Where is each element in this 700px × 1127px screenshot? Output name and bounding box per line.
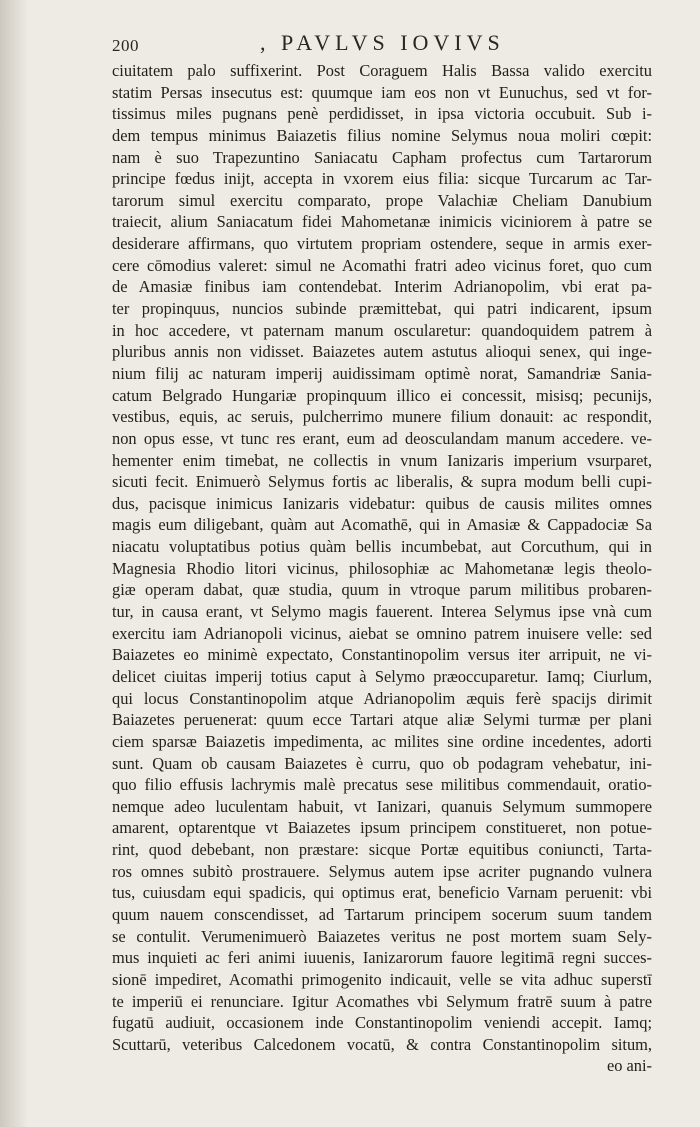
text-line: quum nauem conscendisset, ad Tartarum principem socerum suum tandem: [112, 904, 652, 924]
text-line: qui locus Constantinopolim atque Adrianopolim æquis ferè spacijs dirimit: [112, 688, 652, 708]
text-line: hementer enim timebat, ne collectis in vnum Ianizaris imperium vsurparet,: [112, 450, 652, 470]
text-line: non opus esse, vt tunc res erant, eum ad deosculandam manum accedere. ve-: [112, 428, 652, 448]
text-line: rint, quod debebant, non præstare: sicque Portæ equitibus coniuncti, Tarta-: [112, 840, 652, 860]
text-line: tus, cuiusdam equi spadicis, qui optimus erat, beneficio Varnam peruenit: vbi: [112, 883, 652, 903]
text-line: tur, in causa erant, vt Selymo magis fauerent. Interea Selymus ipse vnà cum: [112, 602, 652, 622]
text-line: mus inquieti ac feri animi iuuenis, Ianizarorum fauore legitimā regni succes-: [112, 948, 652, 968]
text-line: pluribus annis non vidisset. Baiazetes autem astutus alioqui senex, qui inge-: [112, 342, 652, 362]
text-line: ciem sparsæ Baiazetis impedimenta, ac milites sine ordine incedentes, adorti: [112, 731, 652, 751]
text-line: de Amasiæ finibus iam contendebat. Interim Adrianopolim, vbi erat pa-: [112, 277, 652, 297]
text-line: quo filio effusis lachrymis malè precatus sese militibus commendauit, oratio-: [112, 775, 652, 795]
text-line: ros omnes subitò prostrauere. Selymus autem ipse acriter pugnando vulnera: [112, 861, 652, 881]
text-line: sunt. Quam ob causam Baiazetes è curru, quo ob podagram vehebatur, ini-: [112, 753, 652, 773]
text-line: delicet ciuitas imperij totius caput à Selymo præoccuparetur. Iamq; Ciurlum,: [112, 666, 652, 686]
text-line: tissimus miles pugnans penè perdidisset, in ipsa victoria occubuit. Sub i-: [112, 104, 652, 124]
text-line: magis eum diligebant, quàm aut Acomathē, qui in Amasiæ & Cappadociæ Sa: [112, 515, 652, 535]
text-line: sicuti fecit. Enimuerò Selymus fortis ac liberalis, & supra modum belli cupi-: [112, 472, 652, 492]
text-line: desiderare affirmans, quo virtutem propriam ostendere, seque in armis exer-: [112, 234, 652, 254]
text-line: tarorum simul exercitu comparato, prope Valachiæ Cheliam Danubium: [112, 190, 652, 210]
text-line: dus, pacisque inimicus Ianizaris videbatur: quibus de causis milites omnes: [112, 493, 652, 513]
text-line: ciuitatem palo suffixerint. Post Coraguem Halis Bassa valido exercitu: [112, 61, 652, 80]
text-line: niacatu voluptatibus potius quàm bellis incumbebat, aut Corcuthum, qui in: [112, 537, 652, 557]
text-line: traiecit, alium Saniacatum fidei Mahometanæ inimicis viciniorem à patre se: [112, 212, 652, 232]
text-line: se contulit. Verumenimuerò Baiazetes veritus ne post mortem suam Sely-: [112, 926, 652, 946]
text-line: nam è suo Trapezuntino Saniacatu Capham profectus cum Tartarorum: [112, 147, 652, 167]
text-line: Baiazetes eo minimè expectato, Constantinopolim versus iter arripuit, ne vi-: [112, 645, 652, 665]
page-number: 200: [112, 36, 139, 55]
text-line: principe fœdus inijt, accepta in vxorem eius filia: sicque Turcarum ac Tar-: [112, 169, 652, 189]
text-line: sionē impediret, Acomathi primogenito indicauit, velle se vita adhuc superstī: [112, 969, 652, 989]
text-line: in hoc accedere, vt paternam manum oscularetur: quandoquidem patrem à: [112, 320, 652, 340]
running-head: , PAVLVS IOVIVS: [260, 30, 505, 55]
text-line: Magnesia Rhodio litori vicinus, philosophiæ ac Mahometanæ legis theolo-: [112, 558, 652, 578]
text-line: ter propinquus, nuncios subinde præmittebat, qui patri indicarent, ipsum: [112, 299, 652, 319]
text-line: exercitu iam Adrianopoli vicinus, aiebat se omnino patrem inuisere velle: sed: [112, 623, 652, 643]
text-line: statim Persas insecutus est: quumque iam eos non vt Eunuchus, sed vt for-: [112, 82, 652, 102]
text-line: cere cōmodius valeret: simul ne Acomathi fratri adeo vicinus foret, quo cum: [112, 255, 652, 275]
text-line: dem tempus minimus Baiazetis filius nomine Selymus noua moliri cœpit:: [112, 125, 652, 145]
text-line: vestibus, equis, ac seruis, pulcherrimo munere filium donauit: ac respondit,: [112, 407, 652, 427]
text-line: fugatū audiuit, occasionem inde Constantinopolim veniendi accepit. Iamq;: [112, 1013, 652, 1033]
text-line: Baiazetes peruenerat: quum ecce Tartari atque aliæ Selymi turmæ per plani: [112, 710, 652, 730]
text-line: nemque adeo luculentam habuit, vt Ianizari, quanuis Selymum summopere: [112, 796, 652, 816]
text-line: nium filij ac naturam imperij auidissimam optimè norat, Samandriæ Sania-: [112, 363, 652, 383]
text-line: Scuttarū, veteribus Calcedonem vocatū, & contra Constantinopolim situm,: [112, 1034, 652, 1054]
text-line: te imperiū ei renunciare. Igitur Acomathes vbi Selymum fratrē suum à patre: [112, 991, 652, 1011]
body-text: [112, 60, 652, 1077]
text-line: giæ operam dabat, quæ studia, quum in vtroque parum militibus probaren-: [112, 580, 652, 600]
text-line: amarent, optarentque vt Baiazetes ipsum principem constitueret, non potue-: [112, 818, 652, 838]
text-line: eo ani-: [606, 1056, 652, 1076]
text-line: catum Belgrado Hungariæ propinquum illico ei concessit, misisq; pecunijs,: [112, 385, 652, 405]
page-header: [112, 30, 592, 56]
